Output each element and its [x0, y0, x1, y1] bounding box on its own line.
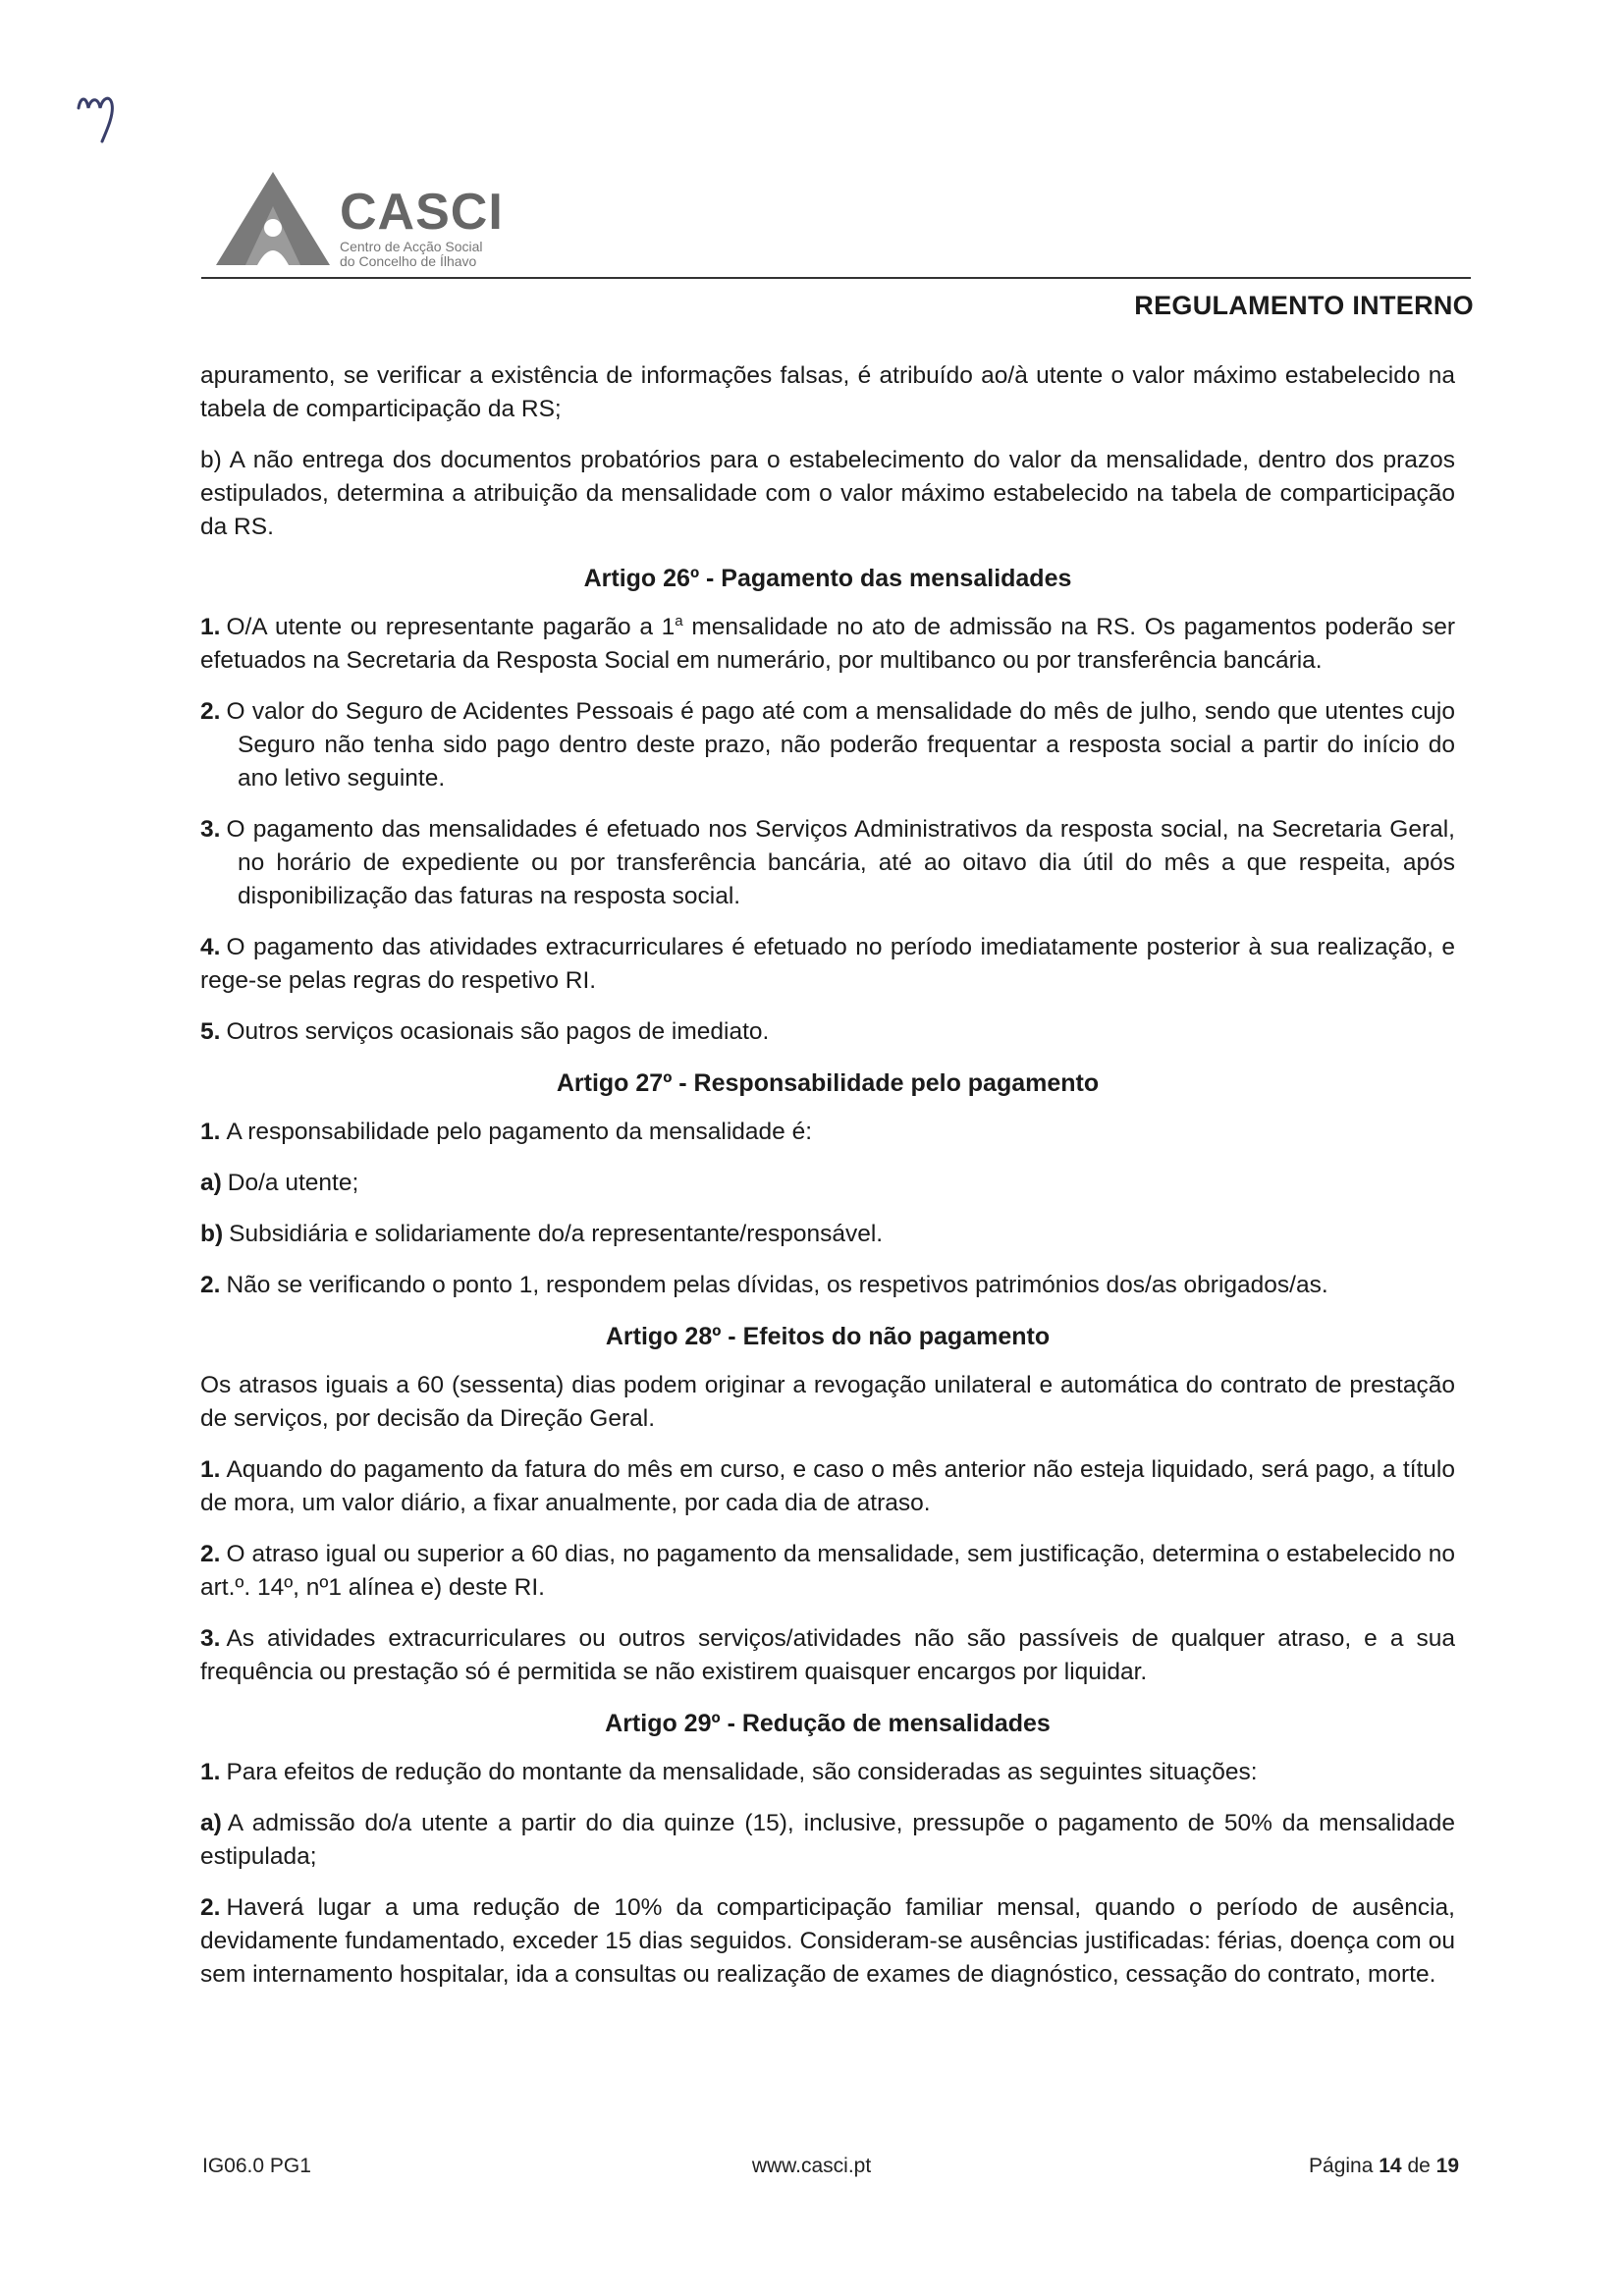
- item-text: Do/a utente;: [227, 1170, 359, 1196]
- article-27-item-2: [200, 1269, 1455, 1302]
- item-text: O valor do Seguro de Acidentes Pessoais é pago até com a mensalidade do mês de julho, sendo que utentes cujo Seguro não tenha sido pago dentro deste prazo, não poderão frequentar a resposta social a partir do início do ano letivo seguinte.: [226, 698, 1455, 792]
- item-number: 2.: [200, 1272, 221, 1298]
- footer-page-number: [1309, 2155, 1459, 2178]
- item-text: A responsabilidade pelo pagamento da mensalidade é:: [226, 1119, 813, 1145]
- article-26-heading: Artigo 26º - Pagamento das mensalidades: [583, 565, 1072, 592]
- item-superscript: a: [675, 612, 683, 629]
- article-29-item-1: [200, 1756, 1455, 1789]
- item-number: 3.: [200, 1625, 221, 1652]
- item-text: Não se verificando o ponto 1, respondem pelas dívidas, os respetivos patrimónios dos/as obrigados/as.: [226, 1272, 1328, 1298]
- item-text-pre: O/A utente ou representante pagarão a 1: [226, 614, 676, 640]
- item-text: Subsidiária e solidariamente do/a representante/responsável.: [229, 1221, 884, 1247]
- item-number: 4.: [200, 934, 221, 960]
- handwritten-initials-icon: [69, 69, 147, 147]
- article-28-intro: Os atrasos iguais a 60 (sessenta) dias podem originar a revogação unilateral e automática do contrato de prestação de serviços, por decisão da Direção Geral.: [200, 1372, 1455, 1432]
- page-of: de: [1401, 2155, 1436, 2177]
- article-29-item-a: [200, 1807, 1455, 1874]
- article-26-item-4: [200, 931, 1455, 998]
- article-27-item-1: [200, 1116, 1455, 1149]
- website-link[interactable]: www.casci.pt: [751, 2155, 872, 2177]
- paragraph-a: apuramento, se verificar a existência de informações falsas, é atribuído ao/à utente o valor máximo estabelecido na tabela de comparticipação da RS;: [200, 362, 1455, 422]
- item-text: A admissão do/a utente a partir do dia quinze (15), inclusive, pressupõe o pagamento de 50% da mensalidade estipulada;: [200, 1810, 1455, 1870]
- item-number: 2.: [200, 698, 221, 725]
- logo-triangle-icon: [214, 167, 332, 275]
- casci-logo: [214, 167, 509, 275]
- article-28-item-3: [200, 1622, 1455, 1689]
- page-label: Página: [1309, 2155, 1380, 2177]
- logo-subtitle-1: Centro de Acção Social: [340, 239, 483, 254]
- article-29-heading: Artigo 29º - Redução de mensalidades: [605, 1710, 1051, 1737]
- item-text-post: mensalidade no ato de admissão na RS. Os pagamentos poderão ser efetuados na Secretaria da Resposta Social em numerário, por multibanco ou por transferência bancária.: [200, 614, 1455, 674]
- article-28-item-1: [200, 1453, 1455, 1520]
- item-number: 1.: [200, 1456, 221, 1483]
- item-number: 1.: [200, 1119, 221, 1145]
- item-number: 2.: [200, 1894, 221, 1921]
- item-text: Haverá lugar a uma redução de 10% da comparticipação familiar mensal, quando o período de ausência, devidamente fundamentado, exceder 15 dias seguidos. Consideram-se ausências justificadas: férias, doença com ou sem internamento hospitalar, ida a consultas ou realização de exames de diagnóstico, cessação do contrato, morte.: [200, 1894, 1455, 1988]
- item-text: O pagamento das mensalidades é efetuado nos Serviços Administrativos da resposta social, na Secretaria Geral, no horário de expediente ou por transferência bancária, até ao oitavo dia útil do mês a que respeita, após disponibilização das faturas na resposta social.: [226, 816, 1455, 909]
- item-text: O pagamento das atividades extracurriculares é efetuado no período imediatamente posterior à sua realização, e rege-se pelas regras do respetivo RI.: [200, 934, 1455, 994]
- article-29-item-2: [200, 1891, 1455, 1992]
- logo-text: [340, 185, 504, 269]
- total-pages: 19: [1435, 2155, 1459, 2177]
- item-number: 2.: [200, 1541, 221, 1567]
- footer-document-code: IG06.0 PG1: [202, 2155, 311, 2177]
- item-number: 5.: [200, 1018, 221, 1045]
- article-26-item-5: [200, 1015, 1455, 1049]
- item-text: Outros serviços ocasionais são pagos de imediato.: [226, 1018, 770, 1045]
- item-letter: a): [200, 1810, 222, 1836]
- logo-subtitle-2: do Concelho de Ílhavo: [340, 253, 477, 269]
- item-number: 1.: [200, 1759, 221, 1785]
- header-divider: [201, 277, 1471, 279]
- item-text: Para efeitos de redução do montante da mensalidade, são consideradas as seguintes situações:: [226, 1759, 1258, 1785]
- item-text: O atraso igual ou superior a 60 dias, no pagamento da mensalidade, sem justificação, determina o estabelecido no art.º. 14º, nº1 alínea e) deste RI.: [200, 1541, 1455, 1601]
- item-letter: b): [200, 1221, 224, 1247]
- article-27-heading: Artigo 27º - Responsabilidade pelo pagamento: [556, 1069, 1100, 1097]
- item-number: 1.: [200, 614, 221, 640]
- item-letter: a): [200, 1170, 222, 1196]
- article-26-item-1: [200, 611, 1455, 678]
- article-26-item-2: [200, 695, 1455, 795]
- item-text: Aquando do pagamento da fatura do mês em curso, e caso o mês anterior não esteja liquidado, será pago, a título de mora, um valor diário, a fixar anualmente, por cada dia de atraso.: [200, 1456, 1455, 1516]
- article-27-item-b: [200, 1218, 1455, 1251]
- article-26-item-3: [200, 813, 1455, 913]
- logo-name: CASCI: [340, 184, 504, 241]
- document-body: [200, 359, 1455, 2009]
- article-28-heading: Artigo 28º - Efeitos do não pagamento: [605, 1323, 1051, 1350]
- article-28-item-2: [200, 1538, 1455, 1605]
- current-page: 14: [1379, 2155, 1402, 2177]
- paragraph-b: b) A não entrega dos documentos probatórios para o estabelecimento do valor da mensalidade, dentro dos prazos estipulados, determina a atribuição da mensalidade com o valor máximo estabelecido na tabela de comparticipação da RS.: [200, 447, 1455, 540]
- article-27-item-a: [200, 1167, 1455, 1200]
- item-number: 3.: [200, 816, 221, 843]
- document-title: REGULAMENTO INTERNO: [1134, 291, 1474, 320]
- item-text: As atividades extracurriculares ou outros serviços/atividades não são passíveis de qualquer atraso, e a sua frequência ou prestação só é permitida se não existirem quaisquer encargos por liquidar.: [200, 1625, 1455, 1685]
